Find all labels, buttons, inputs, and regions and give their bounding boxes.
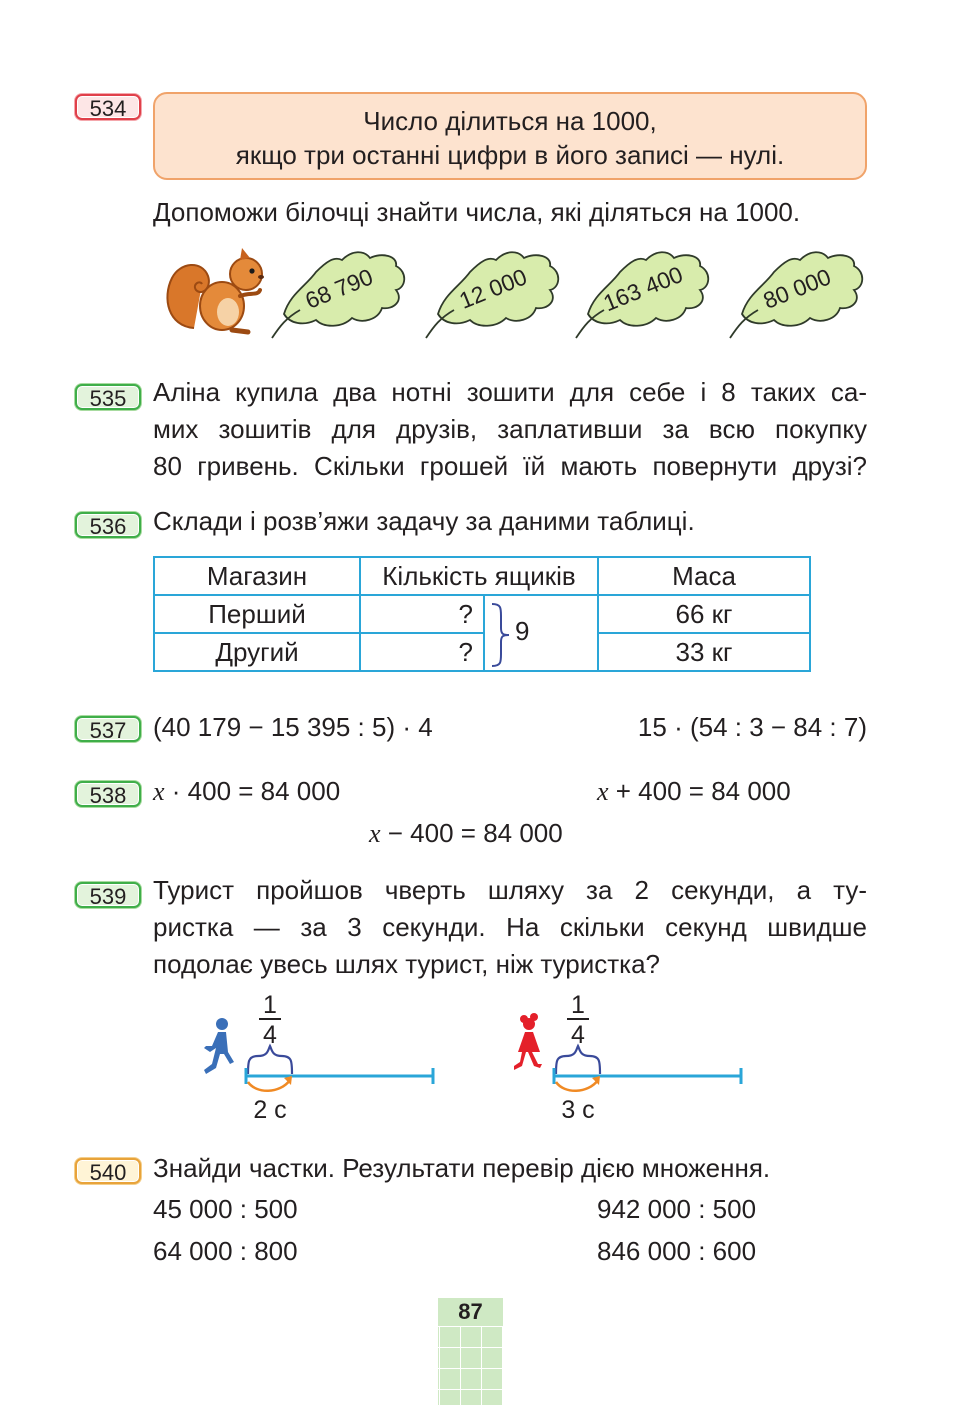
walking-man-icon bbox=[204, 1018, 234, 1074]
task-535-line-2: мих зошитів для друзів, заплативши за всю покупку bbox=[153, 414, 867, 444]
exercise-number-540: 540 bbox=[75, 1158, 141, 1184]
expression-540-1: 45 000 : 500 bbox=[153, 1194, 298, 1224]
task-539 bbox=[153, 872, 867, 983]
brace-icon bbox=[556, 1046, 600, 1074]
expression-537-1: (40 179 − 15 395 : 5) · 4 bbox=[153, 712, 433, 742]
table-cell-total bbox=[484, 595, 598, 671]
equation-538-3 bbox=[369, 815, 563, 852]
exercise-number-537: 537 bbox=[75, 716, 141, 742]
leaf-number-4: 80 000 bbox=[759, 263, 835, 314]
expression-540-2: 942 000 : 500 bbox=[597, 1194, 757, 1224]
rule-box bbox=[153, 92, 867, 180]
leaf-3 bbox=[574, 248, 714, 340]
task-539-line-2: ристка — за 3 секунди. На скільки секунд швидше bbox=[153, 912, 867, 942]
exercise-number-539: 539 bbox=[75, 882, 141, 908]
equation-538-2 bbox=[597, 773, 791, 810]
page-number-block bbox=[438, 1298, 503, 1405]
table-row bbox=[154, 633, 810, 671]
task-535-line-1: Аліна купила два нотні зошити для себе і 8 таких са- bbox=[153, 377, 867, 407]
equation-538-1 bbox=[153, 773, 340, 810]
brace-icon bbox=[489, 602, 511, 668]
time-label: 3 с bbox=[561, 1096, 595, 1124]
fraction-denominator: 4 bbox=[571, 1021, 585, 1049]
table-cell-mass: 33 кг bbox=[598, 633, 810, 671]
rule-line-2: якщо три останні цифри в його записі — нулі. bbox=[235, 140, 785, 170]
rule-line-1: Число ділиться на 1000, bbox=[363, 106, 657, 136]
leaf-number-3: 163 400 bbox=[599, 260, 687, 317]
table-cell-shop: Другий bbox=[154, 633, 360, 671]
brace-icon bbox=[248, 1046, 292, 1074]
table-cell-boxes: ? bbox=[360, 633, 484, 671]
task-534: Допоможи білочці знайти числа, які діляться на 1000. bbox=[153, 197, 801, 227]
table-header-mass: Маса bbox=[598, 557, 810, 595]
page-number: 87 bbox=[438, 1298, 503, 1326]
equation-538-2-rest: + 400 = 84 000 bbox=[608, 776, 791, 806]
total-boxes: 9 bbox=[515, 616, 530, 646]
task-535 bbox=[153, 374, 867, 485]
variable-x: x bbox=[597, 777, 609, 806]
variable-x: x bbox=[153, 777, 165, 806]
leaf-4 bbox=[728, 248, 868, 340]
task-539-line-1: Турист пройшов чверть шляху за 2 секунди, а ту- bbox=[153, 875, 867, 905]
walking-girl-icon bbox=[514, 1013, 542, 1070]
exercise-number-534: 534 bbox=[75, 94, 141, 120]
table-cell-shop: Перший bbox=[154, 595, 360, 633]
task-539-line-3: подолає увесь шлях турист, ніж туристка? bbox=[153, 949, 661, 979]
fraction-denominator: 4 bbox=[263, 1021, 277, 1049]
table-cell-mass: 66 кг bbox=[598, 595, 810, 633]
leaf-number-1: 68 790 bbox=[301, 263, 377, 314]
fraction-numerator: 1 bbox=[571, 991, 585, 1019]
table-header-boxes: Кількість ящиків bbox=[360, 557, 598, 595]
expression-540-3: 64 000 : 800 bbox=[153, 1236, 298, 1266]
leaf-number-2: 12 000 bbox=[455, 263, 531, 314]
equation-538-1-rest: · 400 = 84 000 bbox=[164, 776, 341, 806]
exercise-number-538: 538 bbox=[75, 781, 141, 807]
table-header-shop: Магазин bbox=[154, 557, 360, 595]
path-diagram-tourist bbox=[190, 990, 450, 1125]
exercise-number-535: 535 bbox=[75, 384, 141, 410]
path-diagram-tourist-girl bbox=[498, 990, 758, 1125]
arc-arrow-icon bbox=[248, 1080, 290, 1091]
leaf-2 bbox=[424, 248, 564, 340]
time-label: 2 с bbox=[253, 1096, 287, 1124]
leaf-1 bbox=[270, 248, 410, 340]
fraction-numerator: 1 bbox=[263, 991, 277, 1019]
expression-537-2: 15 · (54 : 3 − 84 : 7) bbox=[637, 712, 867, 742]
squirrel-illustration bbox=[162, 246, 274, 338]
task-535-line-3: 80 гривень. Скільки грошей їй мають повернути друзі? bbox=[153, 451, 867, 481]
task-540: Знайди частки. Результати перевір дією множення. bbox=[153, 1153, 771, 1183]
table-cell-boxes: ? bbox=[360, 595, 484, 633]
arc-arrow-icon bbox=[556, 1080, 598, 1091]
exercise-number-536: 536 bbox=[75, 512, 141, 538]
table-row bbox=[154, 595, 810, 633]
expression-540-4: 846 000 : 600 bbox=[597, 1236, 757, 1266]
data-table bbox=[153, 556, 811, 672]
variable-x: x bbox=[369, 819, 381, 848]
equation-538-3-rest: − 400 = 84 000 bbox=[380, 818, 563, 848]
task-536: Склади і розв’яжи задачу за даними таблиці. bbox=[153, 506, 695, 536]
